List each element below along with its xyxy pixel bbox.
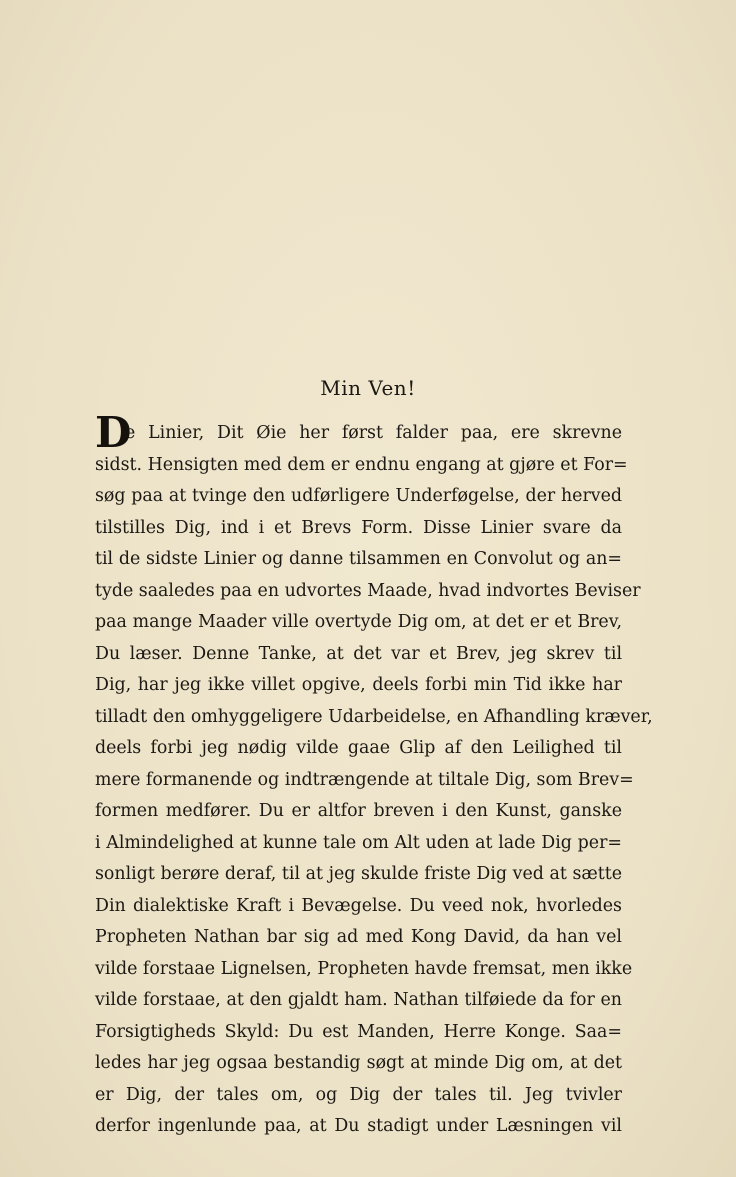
text-line: er Dig, der tales om, og Dig der tales til. Jeg tvivler [95, 1084, 622, 1105]
text-line: formen medfører. Du er altfor breven i den Kunst, ganske [95, 801, 622, 821]
text-line [95, 408, 622, 457]
text-line: Du læser. Denne Tanke, at det var et Brev, jeg skrev til [95, 643, 622, 664]
text-line: sonligt berøre deraf, til at jeg skulde friste Dig ved at sætte [95, 864, 622, 884]
text-line: tilstilles Dig, ind i et Brevs Form. Disse Linier svare da [95, 517, 622, 538]
text-line: paa mange Maader ville overtyde Dig om, at det er et Brev, [95, 612, 622, 632]
letter-salutation: Min Ven! [320, 376, 416, 400]
text-line-content: e Linier, Dit Øie her først falder paa, ere skrevne [125, 423, 622, 443]
text-line: Din dialektiske Kraft i Bevægelse. Du veed nok, hvorledes [95, 895, 622, 916]
text-line: mere formanende og indtrængende at tiltale Dig, som Brev= [95, 769, 634, 790]
text-line: til de sidste Linier og danne tilsammen en Convolut og an= [95, 549, 622, 569]
text-line: i Almindelighed at kunne tale om Alt uden at lade Dig per= [95, 832, 622, 853]
text-line: Dig, har jeg ikke villet opgive, deels forbi min Tid ikke har [95, 675, 622, 695]
text-line: søg paa at tvinge den udførligere Underføgelse, der herved [95, 486, 622, 506]
text-line: tyde saaledes paa en udvortes Maade, hvad indvortes Beviser [95, 580, 641, 601]
text-line: Propheten Nathan bar sig ad med Kong David, da han vel [95, 927, 622, 947]
text-line: vilde forstaae Lignelsen, Propheten havde fremsat, men ikke [95, 958, 633, 979]
text-line: ledes har jeg ogsaa bestandig søgt at minde Dig om, at det [95, 1053, 622, 1073]
text-line: Forsigtigheds Skyld: Du est Manden, Herre Konge. Saa= [95, 1021, 622, 1042]
text-line: sidst. Hensigten med dem er endnu engang at gjøre et For= [95, 454, 628, 475]
text-line: deels forbi jeg nødig vilde gaae Glip af den Leilighed til [95, 738, 622, 758]
text-line: tilladt den omhyggeligere Udarbeidelse, en Afhandling kræver, [95, 706, 653, 727]
text-line: vilde forstaae, at den gjaldt ham. Nathan tilføiede da for en [95, 990, 622, 1010]
letter-body [95, 408, 653, 1143]
drop-cap: D [95, 408, 132, 457]
text-line: derfor ingenlunde paa, at Du stadigt under Læsningen vil [95, 1116, 622, 1136]
